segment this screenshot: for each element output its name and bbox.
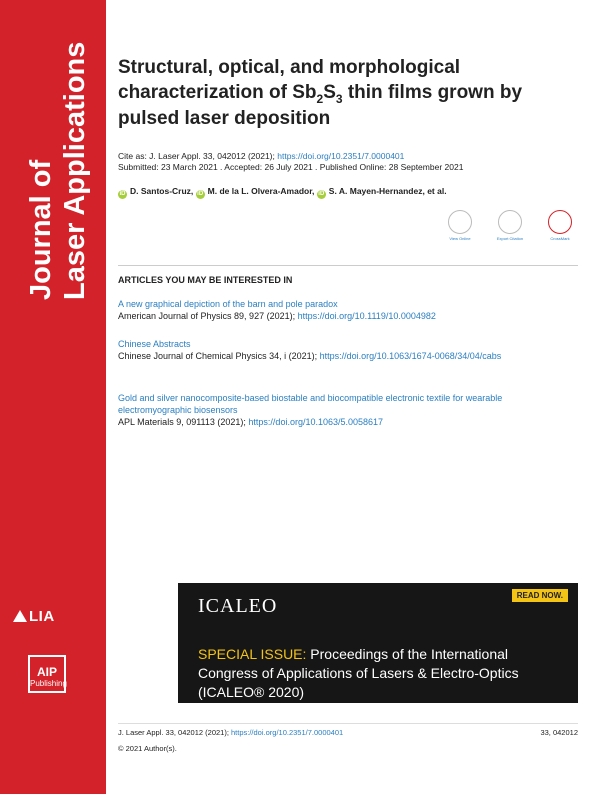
crossmark-button[interactable]: CrossMark [540, 210, 580, 241]
export-citation-button[interactable]: Export Citation [490, 210, 530, 241]
author-name[interactable]: S. A. Mayen-Hernandez, et al. [328, 186, 447, 196]
globe-icon [448, 210, 472, 234]
article-dates: Submitted: 23 March 2021 . Accepted: 26 July 2021 . Published Online: 28 September 2021 [118, 162, 464, 173]
crossmark-icon [548, 210, 572, 234]
related-article-doi[interactable]: https://doi.org/10.1063/5.0058617 [248, 417, 384, 428]
article-doi-link[interactable]: https://doi.org/10.2351/7.0000401 [277, 151, 405, 161]
related-article-doi[interactable]: https://doi.org/10.1119/10.0004982 [297, 311, 436, 322]
journal-name-line-2: Laser Applications [59, 41, 91, 300]
journal-name-line-1: Journal of [25, 159, 57, 300]
view-online-button[interactable]: View Online [440, 210, 480, 241]
related-article: Chinese Abstracts Chinese Journal of Chemical Physics 34, i (2021); https://doi.org/10.1063/1674-0068/34/04/cabs [118, 339, 502, 362]
banner-text: SPECIAL ISSUE: Proceedings of the International Congress of Applications of Lasers & Electro-Optics (ICALEO® 2020) [198, 646, 519, 700]
footer-citation: J. Laser Appl. 33, 042012 (2021); https://doi.org/10.2351/7.0000401 33, 042012 [118, 728, 578, 737]
icaleo-logo: ICALEO [198, 595, 278, 617]
lia-triangle-icon [13, 610, 27, 622]
related-article-doi[interactable]: https://doi.org/10.1063/1674-0068/34/04/cabs [319, 351, 502, 362]
author-name[interactable]: M. de la L. Olvera-Amador, [207, 186, 315, 196]
page-number: 33, 042012 [540, 728, 578, 737]
related-article-title[interactable]: Chinese Abstracts [118, 339, 191, 349]
orcid-icon[interactable]: iD [119, 191, 126, 197]
footer-divider [118, 723, 578, 724]
export-icon [498, 210, 522, 234]
related-article-title[interactable]: Gold and silver nanocomposite-based biostable and biocompatible electronic textile for wearable electromyographic biosensors [118, 393, 503, 416]
journal-name [12, 20, 92, 310]
footer-doi-link[interactable]: https://doi.org/10.2351/7.0000401 [231, 728, 344, 737]
orcid-icon[interactable]: iD [318, 191, 325, 197]
read-now-button[interactable]: READ NOW. [512, 589, 568, 602]
divider [118, 265, 578, 266]
article-actions [440, 210, 590, 250]
journal-sidebar [0, 0, 106, 794]
article-title: Structural, optical, and morphological characterization of $Sb_2S_3$ thin films grown by pulsed laser deposition [118, 57, 523, 130]
orcid-icon[interactable]: iD [197, 191, 204, 197]
related-article-title[interactable]: A new graphical depiction of the barn and pole paradox [118, 299, 338, 309]
icaleo-ad-banner[interactable] [178, 583, 578, 703]
citation-block: Cite as: J. Laser Appl. 33, 042012 (2021); https://doi.org/10.2351/7.0000401 Submitted: 23 March 2021 . Accepted: 26 July 2021 . Published Online: 28 September 2021 [118, 151, 464, 173]
aip-publishing-logo[interactable]: AIP Publishing [28, 655, 66, 693]
author-list [118, 186, 588, 199]
related-articles-heading: ARTICLES YOU MAY BE INTERESTED IN [118, 275, 293, 285]
lia-logo[interactable]: LIA [13, 608, 55, 625]
related-article: Gold and silver nanocomposite-based biostable and biocompatible electronic textile for wearable electromyographic biosensors APL Materials 9, 091113 (2021); https://doi.org/10.1063/5.0058617 [118, 393, 503, 428]
copyright: © 2021 Author(s). [118, 744, 177, 753]
author-name[interactable]: D. Santos-Cruz, [130, 186, 194, 196]
related-article: A new graphical depiction of the barn and pole paradox American Journal of Physics 89, 927 (2021); https://doi.org/10.1119/10.0004982 [118, 299, 436, 322]
